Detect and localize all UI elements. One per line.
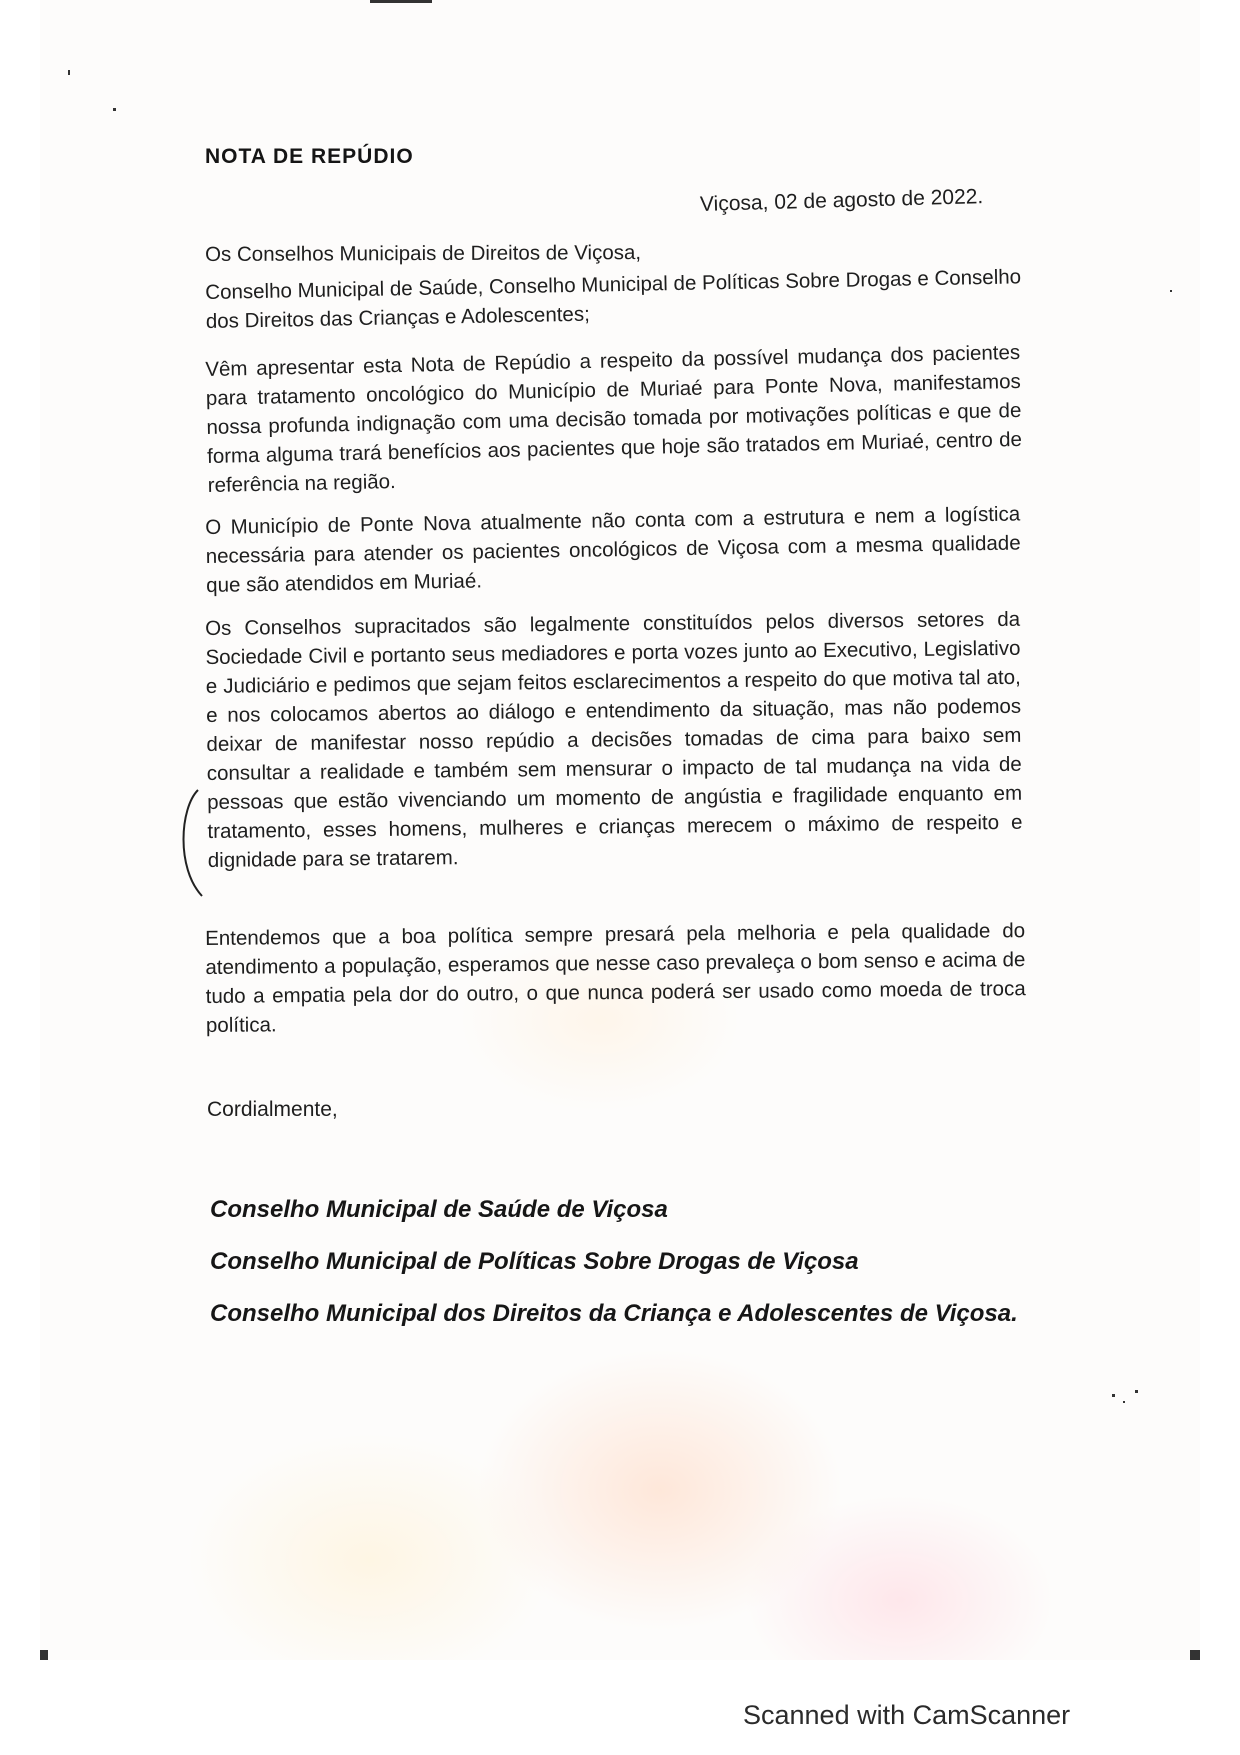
document-title: NOTA DE REPÚDIO (205, 145, 414, 168)
scan-speck (1112, 1394, 1115, 1397)
body-paragraph-4: Entendemos que a boa política sempre presará pela melhoria e pela qualidade do atendimento a população, esperamos que nesse caso prevaleça o bom senso e acima de tudo a empatia pela dor do outro, o que nunca poderá ser usado como moeda de troca política. (205, 919, 1026, 1037)
scan-edge-mark (370, 0, 432, 3)
scan-corner-mark (1190, 1650, 1200, 1660)
body-paragraph-1: Vêm apresentar esta Nota de Repúdio a respeito da possível mudança dos pacientes para tratamento oncológico do Município de Muriaé para Ponte Nova, manifestamos nossa profunda indignação com uma decisão tomada por motivações políticas e que de forma alguma trará benefícios aos pacientes que hoje são tratados em Muriaé, centro de referência na região. (205, 340, 1023, 497)
scan-speck (113, 108, 116, 111)
handwritten-bracket-mark (178, 788, 208, 900)
salutation-paragraph: Os Conselhos Municipais de Direitos de Viçosa, (205, 241, 642, 266)
scan-speck (1170, 290, 1172, 292)
signatory-drug-policy-council: Conselho Municipal de Políticas Sobre Drogas de Viçosa (210, 1248, 859, 1275)
date-line: Viçosa, 02 de agosto de 2022. (699, 185, 984, 216)
scan-corner-mark (40, 1650, 48, 1660)
scan-speck (1123, 1401, 1125, 1403)
signatory-child-rights-council: Conselho Municipal dos Direitos da Criança e Adolescentes de Viçosa. (210, 1300, 1018, 1327)
body-paragraph-3: Os Conselhos supracitados são legalmente constituídos pelos diversos setores da Sociedade Civil e portanto seus mediadores e porta vozes junto ao Executivo, Legislativo e Judiciário e pedimos que sejam feitos esclarecimentos a respeito do que motiva tal ato, e nos colocamos abertos ao diálogo e entendimento da situação, mas não podemos deixar de manifestar nosso repúdio a decisões tomadas de cima para baixo sem consultar a realidade e também sem mensurar o impacto de tal mudança na vida de pessoas que estão vivenciando um momento de angústia e fragilidade enquanto em tratamento, esses homens, mulheres e crianças merecem o máximo de respeito e dignidade para se tratarem. (205, 607, 1023, 872)
signatory-health-council: Conselho Municipal de Saúde de Viçosa (210, 1196, 668, 1223)
councils-paragraph: Conselho Municipal de Saúde, Conselho Municipal de Políticas Sobre Drogas e Conselho dos Direitos das Crianças e Adolescentes; (205, 265, 1022, 333)
body-paragraph-2: O Município de Ponte Nova atualmente não conta com a estrutura e nem a logística necessária para atender os pacientes oncológicos de Viçosa com a mesma qualidade que são atendidos em Muriaé. (205, 502, 1021, 597)
camscanner-watermark: Scanned with CamScanner (743, 1700, 1071, 1730)
scan-speck (68, 70, 70, 75)
closing-line: Cordialmente, (207, 1098, 338, 1121)
scan-speck (1135, 1390, 1138, 1393)
